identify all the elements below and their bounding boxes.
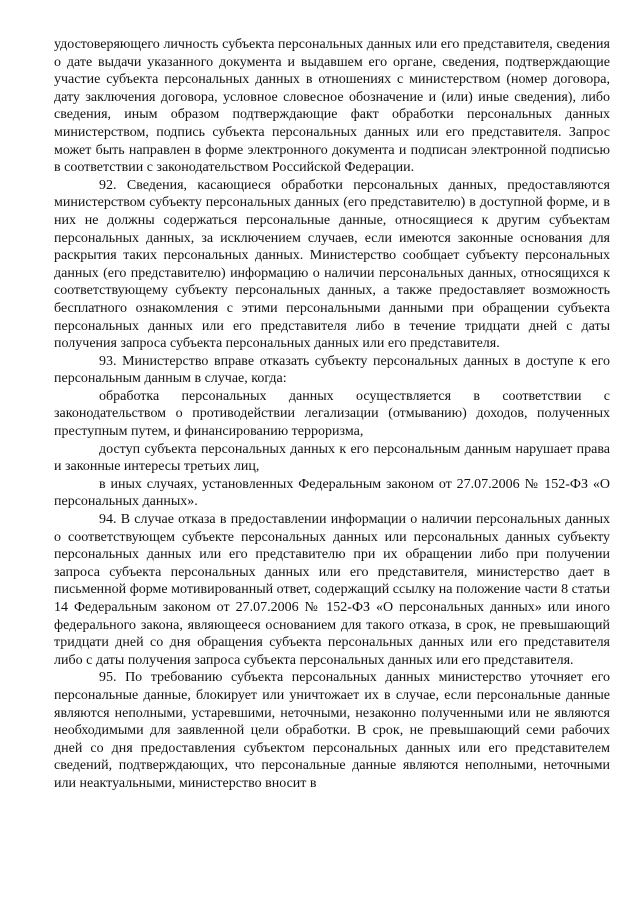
paragraph-93-item-3: в иных случаях, установленных Федеральным законом от 27.07.2006 № 152-ФЗ «О персональных данных». — [54, 476, 610, 510]
paragraph-95: 95. По требованию субъекта персональных данных министерство уточняет его персональные данные, блокирует или уничтожает их в случае, если персональные данные являются неполными, устаревшими, неточными, незаконно полученными или не являются необходимыми для заявленной цели обработки. В срок, не превышающий семи рабочих дней со дня предоставления субъектом персональных данных или его представителем сведений, подтверждающих, что персональные данные являются неполными, неточными или неактуальными, министерство вносит в — [54, 670, 610, 791]
paragraph-94: 94. В случае отказа в предоставлении информации о наличии персональных данных о соответствующем субъекте персональных данных или персональных данных субъекту персональных данных или его представителю при их обращении либо при получении запроса субъекта персональных данных или его представителя, министерство дает в письменной форме мотивированный ответ, содержащий ссылку на положение части 8 статьи 14 Федеральным законом от 27.07.2006 № 152-ФЗ «О персональных данных» или иного федерального закона, являющееся основанием для такого отказа, в срок, не превышающий тридцати дней со дня обращения субъекта персональных данных или его представителя либо с даты получения запроса субъекта персональных данных или его представителя. — [54, 512, 610, 668]
document-page — [54, 36, 610, 793]
paragraph-93-item-2: доступ субъекта персональных данных к его персональным данным нарушает права и законные интересы третьих лиц, — [54, 441, 610, 475]
paragraph-92: 92. Сведения, касающиеся обработки персональных данных, предоставляются министерством субъекту персональных данных (его представителю) в доступной форме, и в них не должны содержаться персональные данные, относящиеся к другим субъектам персональных данных, за исключением случаев, если имеются законные основания для раскрытия таких персональных данных. Министерство сообщает субъекту персональных данных (его представителю) информацию о наличии персональных данных, относящихся к соответствующему субъекту персональных данных, а также предоставляет возможность бесплатного ознакомления с этими персональными данными при обращении субъекта персональных данных или его представителя либо в течение тридцати дней с даты получения запроса субъекта персональных данных или его представителя. — [54, 177, 610, 352]
paragraph-93: 93. Министерство вправе отказать субъекту персональных данных в доступе к его персональным данным в случае, когда: — [54, 353, 610, 387]
paragraph-93-item-1: обработка персональных данных осуществляется в соответствии с законодательством о противодействии легализации (отмыванию) доходов, полученных преступным путем, и финансированию терроризма, — [54, 388, 610, 440]
paragraph-continuation: удостоверяющего личность субъекта персональных данных или его представителя, сведения о дате выдачи указанного документа и выдавшем его органе, сведения, подтверждающие участие субъекта персональных данных в отношениях с министерством (номер договора, дату заключения договора, условное словесное обозначение и (или) иные сведения), либо сведения, иным образом подтверждающие факт обработки персональных данных министерством, подпись субъекта персональных данных или его представителя. Запрос может быть направлен в форме электронного документа и подписан электронной подписью в соответствии с законодательством Российской Федерации. — [54, 37, 610, 176]
